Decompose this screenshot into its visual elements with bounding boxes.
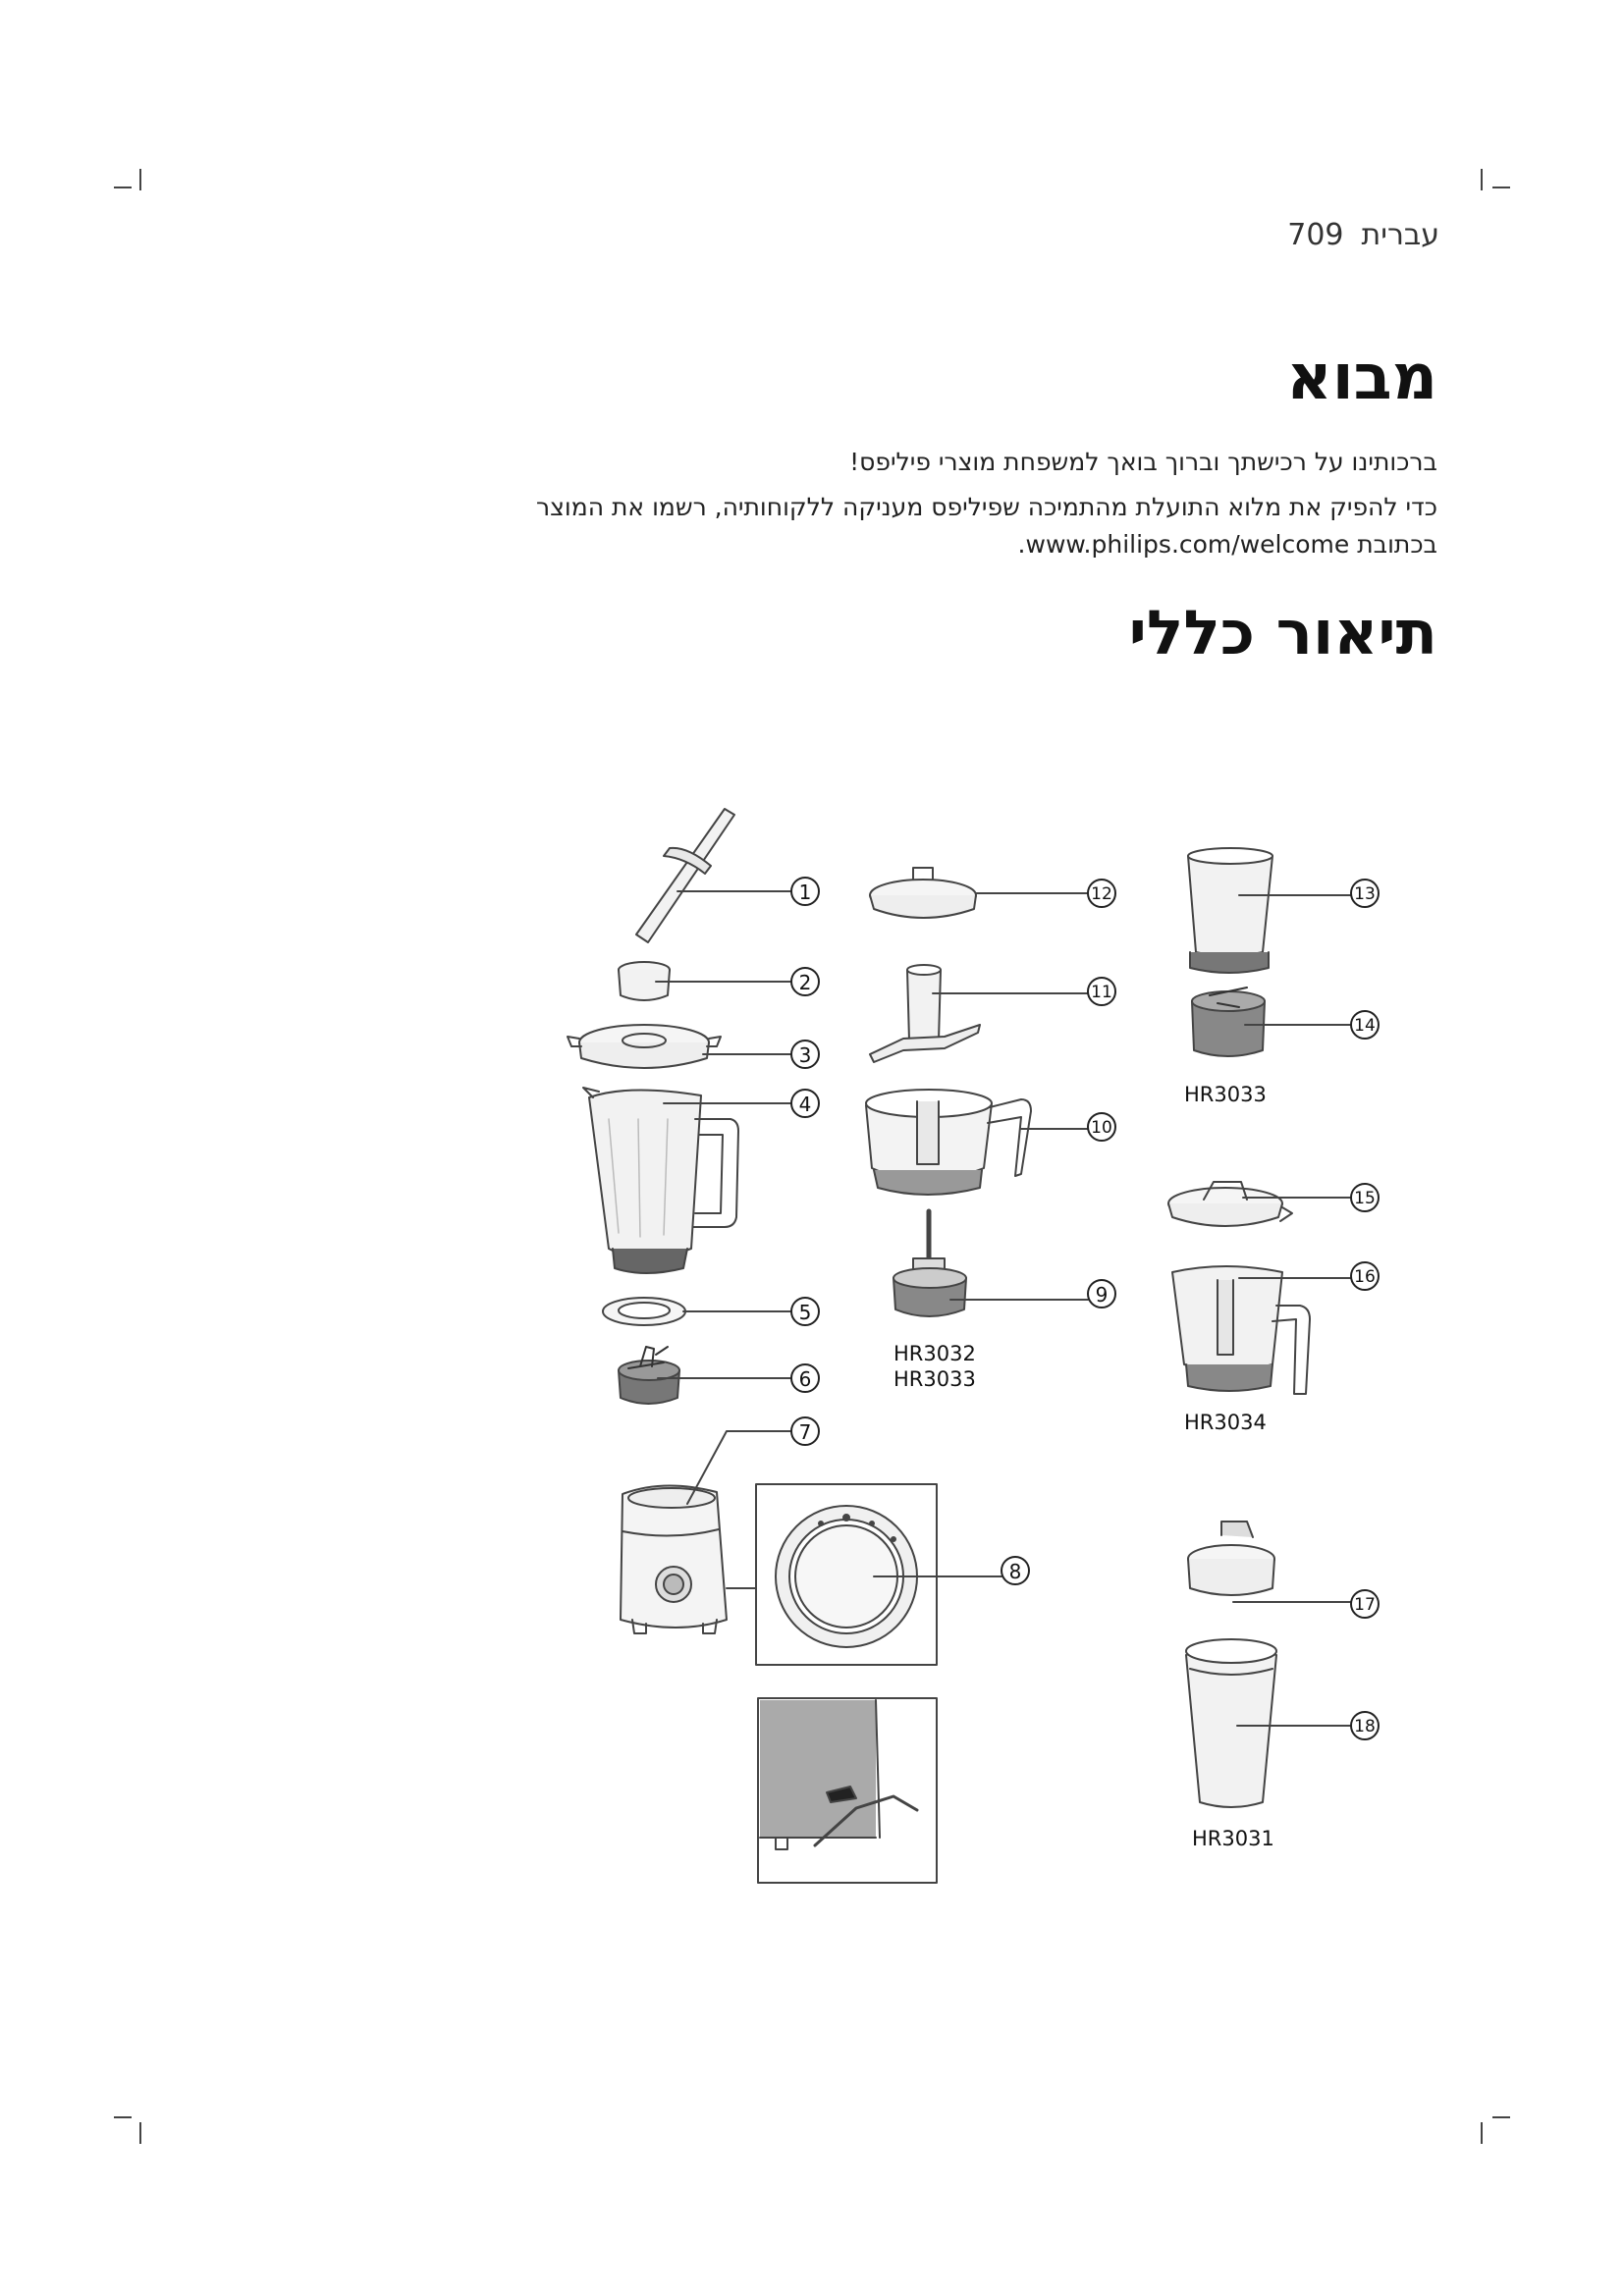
chopper-bowl-illustration [866,1090,1031,1195]
tamper-illustration [636,809,734,942]
section-title-introduction: מבוא [1286,342,1437,414]
header-language: עברית [1361,218,1439,252]
motor-unit-illustration [621,1485,727,1633]
sports-bottle-lid-illustration [1188,1522,1274,1595]
callout-number: 8 [1008,1560,1022,1583]
cord-storage-detail [758,1698,937,1883]
intro-line-2: כדי להפיק את מלוא התועלת מהתמיכה שפיליפס מעניקה ללקוחותיה, רשמו את המוצר [535,493,1437,521]
callout-number: 5 [798,1301,812,1324]
chopper-blade-illustration [870,965,980,1062]
blender-lid-illustration [568,1025,721,1068]
intro-line-1: ברכותינו על רכישתך וברוך בואך למשפחת מוצרי פיליפס! [849,448,1437,476]
callout-number: 3 [798,1043,812,1067]
callout-number: 14 [1354,1016,1376,1036]
mill-lid-illustration [1168,1182,1292,1226]
callout-number: 16 [1354,1267,1376,1287]
callout-number: 1 [798,881,812,904]
section-title-general-description: תיאור כללי [1128,597,1437,668]
chopper-lid-illustration [870,868,976,918]
control-knob-detail [756,1484,937,1665]
sealing-ring-illustration [603,1298,685,1325]
callout-number: 7 [798,1420,812,1444]
callout-number: 12 [1091,884,1112,904]
callout-number: 11 [1091,983,1112,1002]
model-label: HR3033 [893,1367,976,1391]
grinder-jar-illustration [1188,848,1272,973]
callout-number: 2 [798,971,812,994]
callout-number: 6 [798,1367,812,1391]
callout-number: 9 [1095,1283,1109,1307]
blade-unit-illustration [619,1347,679,1404]
grinder-blade-illustration [1192,988,1265,1056]
model-label: HR3031 [1192,1827,1274,1850]
intro-line-3: בכתובת www.philips.com/welcome. [1017,530,1437,559]
callout-number: 13 [1354,884,1376,904]
model-label: HR3034 [1184,1411,1267,1434]
callout-number: 10 [1091,1118,1112,1138]
model-label: HR3033 [1184,1083,1267,1106]
callout-number: 15 [1354,1189,1376,1208]
callout-number: 17 [1354,1595,1376,1615]
model-label: HR3032 [893,1342,976,1365]
sports-bottle-illustration [1186,1639,1276,1807]
blender-jar-illustration [583,1088,738,1273]
callout-number: 4 [798,1093,812,1116]
mill-jar-illustration [1172,1266,1310,1394]
callout-number: 18 [1354,1717,1376,1736]
page-number: 709 [1287,218,1344,252]
